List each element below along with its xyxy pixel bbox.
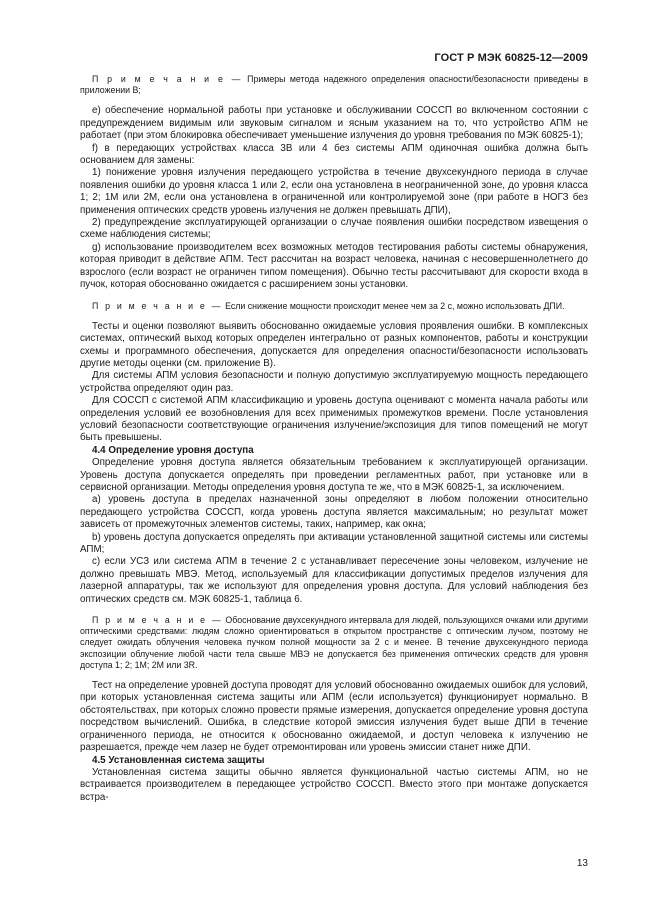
paragraph: g) использование производителем всех возможных методов тестирования работы системы обнаружения, которая приводит в действие АПМ. Тест рассчитан на возраст человека, начиная с несовершеннолетнего до взрослого (если возраст не ограничен типом помещения). Обычно тесты рассчитывают для скорости входа в пучок, которая обоснованно ожидается с расширением зоны установки. xyxy=(80,241,588,291)
note-3 xyxy=(80,615,588,671)
note-1 xyxy=(80,74,588,96)
note-label: П р и м е ч а н и е — xyxy=(92,74,243,84)
page-number: 13 xyxy=(576,858,588,869)
paragraph: Установленная система защиты обычно является функциональной частью системы АПМ, но не встраивается производителем в передающее устройство СОССП. Вместо этого при монтаже допускается встра- xyxy=(80,766,588,803)
note-text: Обоснование двухсекундного интервала для людей, пользующихся очками или другими оптическими средствами: людям сложно ориентироваться в открытом пространстве с оптическим лучом, поэтому не следует ожидать облучения человека пучком полной мощности за 2 с и менее. В течение двухсекундного периода экспозиции облучение любой части тела свыше МВЭ не допускается без применения оптических средств для уровня доступа 1; 2; 1М; 2М или 3R. xyxy=(80,615,588,670)
note-label: П р и м е ч а н и е — xyxy=(92,615,223,626)
paragraph: f) в передающих устройствах класса 3В или 4 без системы АПМ одиночная ошибка должна быть основанием для замены: xyxy=(80,142,588,167)
paragraph: Тесты и оценки позволяют выявить обоснованно ожидаемые условия проявления ошибки. В комплексных системах, оптический выход которых определен интегрально от разных компонентов, работы и конструкции схемы и программного обеспечения, допускается для определения опасности/безопасности использовать другие методы оценки (см. приложение В). xyxy=(80,320,588,369)
section-heading-4-5: 4.5 Установленная система защиты xyxy=(92,754,265,766)
paragraph: b) уровень доступа допускается определять при активации установленной защитной системы или системы АПМ; xyxy=(80,531,588,556)
note-label: П р и м е ч а н и е — xyxy=(92,300,223,311)
paragraph: Для системы АПМ условия безопасности и полную допустимую эксплуатируемую мощность передающего устройства определяют один раз. xyxy=(80,370,588,394)
document-header: ГОСТ Р МЭК 60825-12—2009 xyxy=(434,52,588,64)
paragraph: Тест на определение уровней доступа проводят для условий обоснованно ожидаемых ошибок для условий, при которых установленная система защиты или АПМ (если используется) функционирует нормально. В обстоятельствах, при которых сложно провести прямые измерения, допускается определение уровня доступа посредством вычислений. Ошибка, в следствие которой эмиссия излучения будет выше ДПИ в течение ограниченного периода, не относится к обоснованно ожидаемой, и доступ человека к излучению не разрешается, прежде чем лазер не будет отремонтирован или уровень эмиссии станет ниже ДПИ. xyxy=(80,680,588,754)
paragraph: Для СОССП с системой АПМ классификацию и уровень доступа оценивают с момента начала работы или определения условий ее возобновления для всех применимых промежутков времени. После установления условий безопасности соответствующие ограничения излучение/экспозиция для типов помещений не могут быть превышены. xyxy=(80,395,588,444)
note-2 xyxy=(80,301,588,312)
paragraph: с) если УСЗ или система АПМ в течение 2 с устанавливает пересечение зоны человеком, излучение не должно превышать МВЭ. Метод, используемый для классификации допустимых пределов излучения для лазерной аппаратуры, так же используют для определения уровня доступа. Для условий наблюдения без оптических средств см. МЭК 60825-1, таблица 6. xyxy=(80,556,588,605)
paragraph: е) обеспечение нормальной работы при установке и обслуживании СОССП во включенном состоянии с предупреждением видимым или звуковым сигналом и ясным указанием на то, что устройство АПМ не работает (при этом блокировка обеспечивает уменьшение излучения до уровня требования по МЭК 60825-1); xyxy=(80,105,588,142)
section-heading-4-4: 4.4 Определение уровня доступа xyxy=(92,444,254,456)
paragraph: 2) предупреждение эксплуатирующей организации о случае появления ошибки посредством извещения о схеме наблюдения системы; xyxy=(80,217,588,241)
paragraph: Определение уровня доступа является обязательным требованием к эксплуатирующей организации. Уровень доступа допускается определять при проведении регламентных работ, при установке или в сервисной организации. Методы определения уровня доступа те же, что в МЭК 60825-1, за исключением. xyxy=(80,457,588,493)
note-text: Если снижение мощности происходит менее чем за 2 с, можно использовать ДПИ. xyxy=(225,300,565,311)
note-text: Примеры метода надежного определения опасности/безопасности приведены в приложении В; xyxy=(80,74,588,96)
page-body xyxy=(80,74,588,804)
paragraph: а) уровень доступа в пределах назначенной зоны определяют в любом положении относительно передающего устройства СОССП, когда уровень доступа является максимальным; но результат может зависеть от промежуточных элементов системы, таких, например, как окна; xyxy=(80,494,588,531)
paragraph: 1) понижение уровня излучения передающего устройства в течение двухсекундного периода в случае появления ошибки до уровня класса 1 или 2, если она установлена в неограниченной зоне, до уровня класса 1; 2; 1М или 2М, если она установлена в ограниченной или контролируемой зоне (при работе в НОГЗ без применения оптических средств уровень излучения не должен превышать ДПИ), xyxy=(80,167,588,216)
